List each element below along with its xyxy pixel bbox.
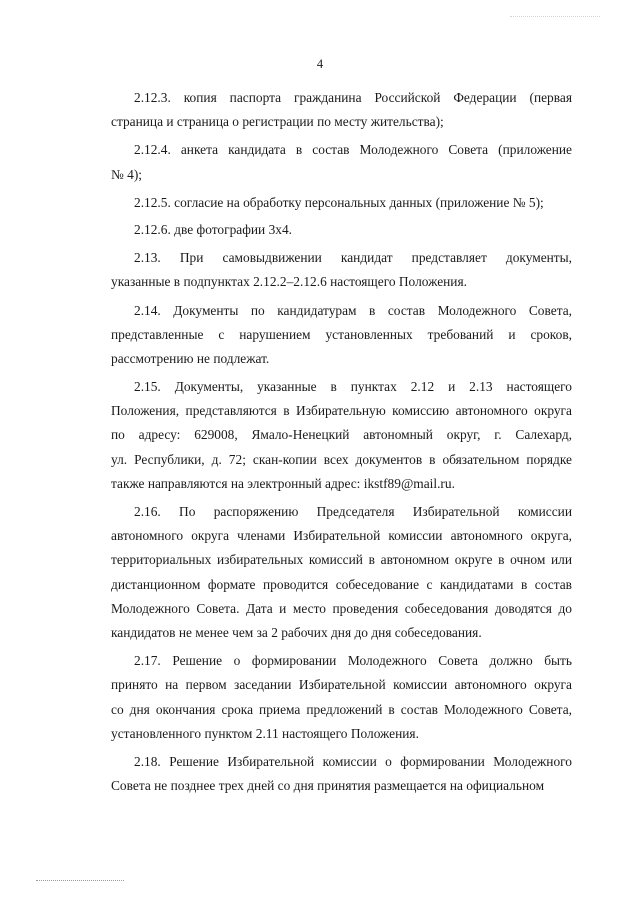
paragraph-line: рассмотрению не подлежат. <box>111 350 270 366</box>
paragraph-line: дистанционном формате проводится собеседование с кандидатами в состав <box>111 576 572 592</box>
scan-artifact-top <box>510 16 600 19</box>
paragraph-2-13 <box>111 246 572 294</box>
paragraph-line: территориальных избирательных комиссий в автономном округе в очном или <box>111 552 572 568</box>
paragraph-line: указанные в подпунктах 2.12.2–2.12.6 настоящего Положения. <box>111 274 467 290</box>
paragraph-line: кандидатов не менее чем за 2 рабочих дня до дня собеседования. <box>111 624 482 640</box>
page-number: 4 <box>316 57 324 71</box>
document-body <box>111 86 572 798</box>
paragraph-line: также направляются на электронный адрес: ikstf89@mail.ru. <box>111 475 455 491</box>
paragraph-line: страница и страница о регистрации по месту жительства); <box>111 114 444 130</box>
paragraph-line: Молодежного Совета. Дата и место проведения собеседования доводятся до <box>111 600 572 616</box>
paragraph-line: 2.13. При самовыдвижении кандидат представляет документы, <box>134 250 572 266</box>
paragraph-line: 2.15. Документы, указанные в пунктах 2.12 и 2.13 настоящего <box>134 379 572 395</box>
paragraph-line: принято на первом заседании Избирательной комиссии автономного округа <box>111 677 572 693</box>
paragraph-2-12-5 <box>111 191 572 215</box>
paragraph-line: 2.12.3. копия паспорта гражданина Российской Федерации (первая <box>134 90 572 105</box>
paragraph-2-16 <box>111 500 572 645</box>
paragraph-2-18 <box>111 750 572 798</box>
paragraph-line: ул. Республики, д. 72; скан-копии всех документов в обязательном порядке <box>111 451 572 467</box>
paragraph-line: 2.14. Документы по кандидатурам в состав Молодежного Совета, <box>134 302 572 318</box>
paragraph-line: 2.18. Решение Избирательной комиссии о формировании Молодежного <box>134 753 572 769</box>
scan-artifact-bottom <box>36 880 124 883</box>
paragraph-2-12-6 <box>111 218 572 242</box>
paragraph-line: по адресу: 629008, Ямало-Ненецкий автономный округ, г. Салехард, <box>111 427 572 443</box>
paragraph-line: 2.12.4. анкета кандидата в состав Молодежного Совета (приложение <box>134 142 572 158</box>
paragraph-line: 2.16. По распоряжению Председателя Избирательной комиссии <box>134 504 572 519</box>
paragraph-2-17 <box>111 649 572 746</box>
paragraph-line: 2.12.5. согласие на обработку персональных данных (приложение № 5); <box>134 194 544 210</box>
paragraph-line: установленного пунктом 2.11 настоящего Положения. <box>111 725 419 741</box>
paragraph-line: Совета не позднее трех дней со дня принятия размещается на официальном <box>111 778 545 794</box>
paragraph-line: № 4); <box>111 166 142 182</box>
paragraph-line: автономного округа членами Избирательной комиссии автономного округа, <box>111 528 572 544</box>
paragraph-2-14 <box>111 299 572 372</box>
paragraph-2-15 <box>111 375 572 496</box>
paragraph-line: Положения, представляются в Избирательную комиссию автономного округа <box>111 403 572 419</box>
paragraph-line: представленные с нарушением установленных требований и сроков, <box>111 326 572 342</box>
paragraph-line: со дня окончания срока приема предложений в состав Молодежного Совета, <box>111 701 572 717</box>
paragraph-line: 2.12.6. две фотографии 3х4. <box>134 221 293 237</box>
paragraph-2-12-4 <box>111 138 572 186</box>
paragraph-2-12-3 <box>111 86 572 134</box>
paragraph-line: 2.17. Решение о формировании Молодежного Совета должно быть <box>134 653 572 669</box>
